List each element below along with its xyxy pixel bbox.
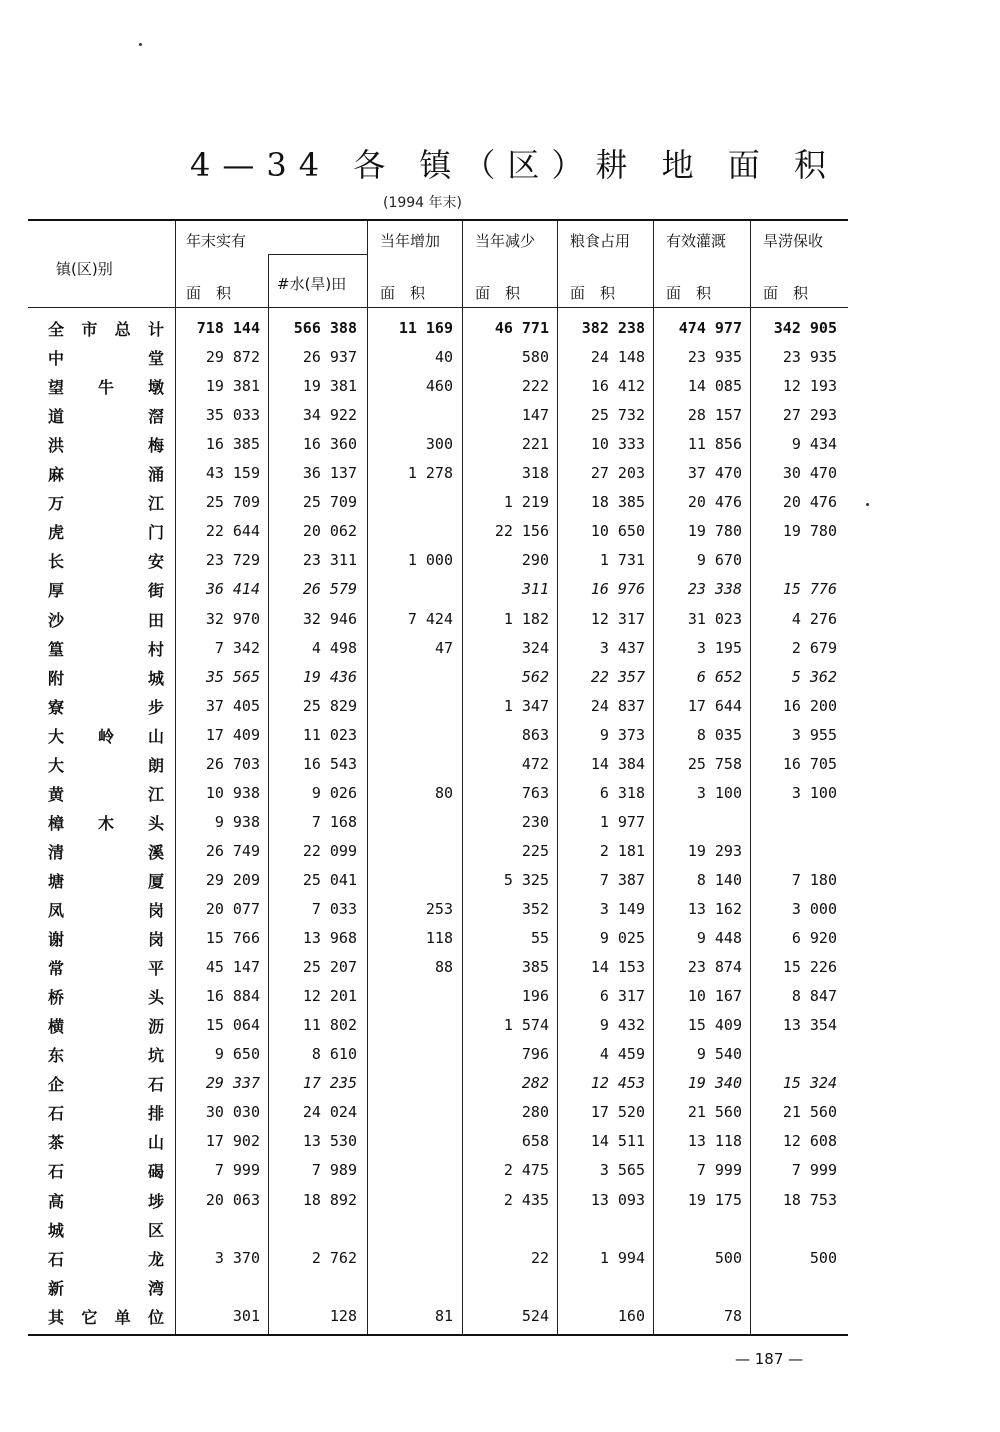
cell-effective: 23 338 — [687, 580, 742, 599]
cell-increase: 88 — [434, 958, 453, 977]
cell-decrease: 311 — [521, 580, 549, 599]
region-name: 樟木头 — [48, 813, 164, 833]
cell-drought: 20 476 — [782, 493, 837, 512]
cell-area: 25 709 — [205, 493, 260, 512]
cell-effective: 8 140 — [696, 870, 742, 889]
header-year-end: 年末实有 — [186, 232, 247, 250]
cell-drought: 12 193 — [782, 377, 837, 396]
table-top-rule — [28, 219, 848, 221]
cell-decrease: 22 156 — [494, 522, 549, 541]
cell-grain: 3 437 — [599, 638, 645, 657]
table-row — [28, 1273, 848, 1302]
region-name: 桥头 — [48, 988, 164, 1008]
cell-drought: 7 180 — [791, 870, 837, 889]
region-name: 企石 — [48, 1075, 164, 1095]
table-row — [28, 343, 848, 372]
cell-increase: 253 — [425, 900, 453, 918]
cell-grain: 13 093 — [590, 1190, 645, 1209]
cell-drought: 13 354 — [782, 1016, 837, 1035]
cell-effective: 23 874 — [687, 958, 742, 977]
cell-irrigated: 7 989 — [311, 1161, 357, 1180]
table-row — [28, 1186, 848, 1215]
cell-grain: 14 511 — [590, 1132, 645, 1151]
region-name: 虎门 — [48, 523, 164, 543]
table-row — [28, 866, 848, 895]
cell-irrigated: 8 610 — [311, 1045, 357, 1064]
cell-grain: 12 317 — [590, 609, 645, 628]
cell-area: 29 337 — [205, 1074, 260, 1093]
cell-drought: 2 679 — [791, 638, 837, 657]
table-row — [28, 982, 848, 1011]
cell-effective: 17 644 — [687, 696, 742, 715]
table-row — [28, 430, 848, 459]
cell-effective: 15 409 — [687, 1016, 742, 1035]
cell-effective: 19 780 — [687, 522, 742, 541]
cell-decrease: 352 — [521, 900, 549, 918]
cell-grain: 1 731 — [599, 551, 645, 570]
cell-area: 22 644 — [205, 522, 260, 541]
region-name: 高埗 — [48, 1191, 164, 1211]
header-increase: 当年增加 — [380, 232, 441, 250]
region-name: 谢岗 — [48, 930, 164, 950]
cell-effective: 25 758 — [687, 754, 742, 773]
cell-irrigated: 25 829 — [302, 696, 357, 715]
cell-decrease: 1 347 — [503, 696, 549, 715]
cell-grain: 24 148 — [590, 348, 645, 367]
table-row — [28, 808, 848, 837]
cell-increase: 1 000 — [407, 551, 453, 570]
cell-decrease: 580 — [521, 348, 549, 367]
header-area: 面 积 — [186, 284, 232, 302]
table-row — [28, 488, 848, 517]
cell-drought: 16 200 — [782, 696, 837, 715]
header-irrigated: #水(旱)田 — [277, 275, 347, 293]
header-area: 面 积 — [475, 284, 521, 302]
cell-area: 10 938 — [205, 783, 260, 802]
header-area: 面 积 — [763, 284, 809, 302]
cell-decrease: 796 — [521, 1045, 549, 1064]
cell-increase: 118 — [425, 929, 453, 948]
cell-decrease: 196 — [521, 987, 549, 1006]
cell-irrigated: 25 041 — [302, 870, 357, 889]
region-name: 石龙 — [48, 1249, 164, 1269]
cell-decrease: 280 — [521, 1103, 549, 1122]
page-title: 4—34 各 镇（区）耕 地 面 积 — [190, 146, 838, 184]
region-name: 望牛墩 — [48, 378, 164, 398]
scan-speck — [866, 503, 869, 506]
region-name: 洪梅 — [48, 436, 164, 456]
cell-decrease: 385 — [521, 958, 549, 977]
cell-area: 37 405 — [205, 696, 260, 715]
cell-increase: 7 424 — [407, 609, 453, 628]
cell-effective: 11 856 — [687, 435, 742, 454]
cell-drought: 500 — [809, 1248, 837, 1267]
cell-decrease: 524 — [521, 1306, 549, 1325]
cell-effective: 3 195 — [696, 638, 742, 657]
table-row — [28, 750, 848, 779]
region-name: 沙田 — [48, 610, 164, 630]
cell-grain: 6 317 — [599, 987, 645, 1006]
cell-effective: 10 167 — [687, 987, 742, 1006]
cell-decrease: 282 — [521, 1074, 549, 1093]
cell-decrease: 55 — [530, 929, 549, 948]
region-name: 新湾 — [48, 1278, 164, 1298]
cell-grain: 9 432 — [599, 1016, 645, 1035]
table-row — [28, 692, 848, 721]
cell-area: 26 703 — [205, 754, 260, 773]
cell-decrease: 562 — [521, 667, 549, 686]
cell-irrigated: 20 062 — [302, 522, 357, 541]
cell-area: 15 064 — [205, 1016, 260, 1035]
cell-irrigated: 7 168 — [311, 812, 357, 831]
cell-drought: 23 935 — [782, 348, 837, 367]
cell-area: 17 409 — [205, 725, 260, 744]
cell-drought: 30 470 — [782, 464, 837, 483]
cell-decrease: 230 — [521, 812, 549, 831]
region-name: 清溪 — [48, 842, 164, 862]
cell-area: 7 999 — [214, 1161, 260, 1180]
cell-irrigated: 4 498 — [311, 638, 357, 657]
cell-increase: 460 — [425, 377, 453, 396]
region-name: 麻涌 — [48, 465, 164, 485]
cell-irrigated: 26 579 — [302, 580, 357, 599]
cell-drought: 15 776 — [782, 580, 837, 599]
cell-irrigated: 16 360 — [302, 435, 357, 454]
cell-drought: 9 434 — [791, 435, 837, 454]
header-region: 镇(区)别 — [56, 260, 113, 278]
cell-area: 43 159 — [205, 464, 260, 483]
region-name: 全市总计 — [48, 320, 164, 339]
table-bottom-rule — [28, 1334, 848, 1336]
region-name: 常平 — [48, 959, 164, 979]
cell-grain: 22 357 — [590, 667, 645, 686]
cell-grain: 7 387 — [599, 870, 645, 889]
region-name: 石排 — [48, 1104, 164, 1124]
cell-area: 26 749 — [205, 841, 260, 860]
cell-area: 3 370 — [214, 1248, 260, 1267]
cell-area: 29 209 — [205, 870, 260, 889]
cell-effective: 21 560 — [687, 1103, 742, 1122]
cell-irrigated: 23 311 — [302, 551, 357, 570]
cell-grain: 12 453 — [590, 1074, 645, 1093]
region-name: 篁村 — [48, 639, 164, 659]
region-name: 塘厦 — [48, 871, 164, 891]
region-name: 横沥 — [48, 1017, 164, 1037]
table-row — [28, 1215, 848, 1244]
header-bottom-rule — [28, 307, 848, 308]
cell-area: 20 063 — [205, 1190, 260, 1209]
cell-decrease: 1 182 — [503, 609, 549, 628]
header-effective: 有效灌溉 — [666, 232, 727, 250]
cell-increase: 40 — [434, 348, 453, 367]
cell-effective: 78 — [723, 1306, 742, 1325]
cell-grain: 9 373 — [599, 725, 645, 744]
cell-decrease: 763 — [521, 783, 549, 802]
cell-effective: 13 118 — [687, 1132, 742, 1151]
cell-area: 19 381 — [205, 377, 260, 396]
cell-drought: 15 226 — [782, 958, 837, 977]
region-name: 大朗 — [48, 755, 164, 775]
header-drought: 旱涝保收 — [763, 232, 824, 250]
cell-irrigated: 13 530 — [302, 1132, 357, 1151]
cell-irrigated: 9 026 — [311, 783, 357, 802]
cell-irrigated: 34 922 — [302, 406, 357, 425]
cell-area: 36 414 — [205, 580, 260, 599]
cell-drought: 8 847 — [791, 987, 837, 1006]
header-mid-rule — [268, 254, 367, 255]
header-grain: 粮食占用 — [570, 232, 631, 250]
cell-irrigated: 128 — [329, 1306, 357, 1325]
cell-grain: 6 318 — [599, 783, 645, 802]
cell-effective: 19 293 — [687, 841, 742, 860]
table-row — [28, 779, 848, 808]
cell-effective: 9 540 — [696, 1045, 742, 1064]
cell-irrigated: 36 137 — [302, 464, 357, 483]
region-name: 长安 — [48, 552, 164, 572]
cell-effective: 474 977 — [678, 319, 742, 337]
region-name: 石碣 — [48, 1162, 164, 1182]
cell-increase: 300 — [425, 435, 453, 454]
scan-speck — [139, 43, 142, 46]
header-area: 面 积 — [666, 284, 712, 302]
cell-effective: 37 470 — [687, 464, 742, 483]
cell-irrigated: 19 381 — [302, 377, 357, 396]
cell-area: 35 033 — [205, 406, 260, 425]
cell-irrigated: 16 543 — [302, 754, 357, 773]
cell-effective: 6 652 — [696, 667, 742, 686]
table-row — [28, 401, 848, 430]
cell-decrease: 324 — [521, 638, 549, 657]
cell-area: 9 938 — [214, 812, 260, 831]
region-name: 万江 — [48, 494, 164, 514]
cell-irrigated: 25 207 — [302, 958, 357, 977]
table-row — [28, 517, 848, 546]
region-name: 厚街 — [48, 581, 164, 601]
cell-increase: 47 — [434, 638, 453, 657]
cell-effective: 13 162 — [687, 900, 742, 918]
cell-drought: 15 324 — [782, 1074, 837, 1093]
cell-decrease: 225 — [521, 841, 549, 860]
cell-drought: 16 705 — [782, 754, 837, 773]
cell-area: 23 729 — [205, 551, 260, 570]
cell-irrigated: 22 099 — [302, 841, 357, 860]
cell-area: 35 565 — [205, 667, 260, 686]
table-row — [28, 1069, 848, 1098]
cell-area: 15 766 — [205, 929, 260, 948]
header-area: 面 积 — [570, 284, 616, 302]
table-row — [28, 459, 848, 488]
cell-irrigated: 2 762 — [311, 1248, 357, 1267]
region-name: 黄江 — [48, 784, 164, 804]
cell-effective: 9 448 — [696, 929, 742, 948]
cell-area: 7 342 — [214, 638, 260, 657]
cell-area: 20 077 — [205, 900, 260, 918]
table-row — [28, 663, 848, 692]
cell-grain: 9 025 — [599, 929, 645, 948]
page-subtitle: (1994 年末) — [383, 195, 463, 211]
cell-effective: 23 935 — [687, 348, 742, 367]
cell-decrease: 2 435 — [503, 1190, 549, 1209]
cell-grain: 1 977 — [599, 812, 645, 831]
cell-drought: 3 100 — [791, 783, 837, 802]
cell-drought: 18 753 — [782, 1190, 837, 1209]
cell-drought: 19 780 — [782, 522, 837, 541]
region-name: 大岭山 — [48, 726, 164, 746]
cell-drought: 3 000 — [791, 900, 837, 918]
cell-irrigated: 17 235 — [302, 1074, 357, 1093]
cell-drought: 342 905 — [773, 319, 837, 337]
cell-area: 30 030 — [205, 1103, 260, 1122]
cell-decrease: 2 475 — [503, 1161, 549, 1180]
cell-drought: 27 293 — [782, 406, 837, 425]
region-name: 茶山 — [48, 1133, 164, 1153]
table-row — [28, 546, 848, 575]
cell-decrease: 222 — [521, 377, 549, 396]
table-row — [28, 1302, 848, 1331]
header-decrease: 当年减少 — [475, 232, 536, 250]
cell-decrease: 221 — [521, 435, 549, 454]
region-name: 凤岗 — [48, 901, 164, 920]
table-row — [28, 953, 848, 982]
cell-grain: 17 520 — [590, 1103, 645, 1122]
cell-irrigated: 32 946 — [302, 609, 357, 628]
cell-decrease: 863 — [521, 725, 549, 744]
cell-irrigated: 12 201 — [302, 987, 357, 1006]
table-row — [28, 372, 848, 401]
table-row — [28, 1244, 848, 1273]
cell-effective: 19 340 — [687, 1074, 742, 1093]
cell-grain: 160 — [617, 1306, 645, 1325]
region-name: 其它单位 — [48, 1307, 164, 1327]
cell-area: 16 884 — [205, 987, 260, 1006]
cell-irrigated: 18 892 — [302, 1190, 357, 1209]
cell-effective: 8 035 — [696, 725, 742, 744]
cell-drought: 21 560 — [782, 1103, 837, 1122]
cell-area: 718 144 — [196, 319, 260, 337]
cell-decrease: 318 — [521, 464, 549, 483]
cell-decrease: 1 574 — [503, 1016, 549, 1035]
cell-drought: 5 362 — [791, 667, 837, 686]
cell-effective: 14 085 — [687, 377, 742, 396]
cell-irrigated: 26 937 — [302, 348, 357, 367]
cell-area: 9 650 — [214, 1045, 260, 1064]
table-row — [28, 634, 848, 663]
cell-decrease: 658 — [521, 1132, 549, 1151]
cell-grain: 10 333 — [590, 435, 645, 454]
table-row — [28, 605, 848, 634]
cell-irrigated: 11 802 — [302, 1016, 357, 1035]
cell-decrease: 22 — [530, 1248, 549, 1267]
cell-decrease: 147 — [521, 406, 549, 425]
cell-grain: 24 837 — [590, 696, 645, 715]
cell-drought: 7 999 — [791, 1161, 837, 1180]
table-row — [28, 575, 848, 604]
table-row — [28, 1156, 848, 1185]
table-row — [28, 1011, 848, 1040]
cell-area: 16 385 — [205, 435, 260, 454]
cell-increase: 1 278 — [407, 464, 453, 483]
cell-grain: 3 565 — [599, 1161, 645, 1180]
cell-area: 32 970 — [205, 609, 260, 628]
cell-irrigated: 7 033 — [311, 900, 357, 918]
cell-drought: 4 276 — [791, 609, 837, 628]
cell-grain: 16 412 — [590, 377, 645, 396]
table-row — [28, 895, 848, 924]
cell-grain: 3 149 — [599, 900, 645, 918]
cell-area: 301 — [232, 1306, 260, 1325]
cell-irrigated: 13 968 — [302, 929, 357, 948]
cell-decrease: 46 771 — [494, 319, 549, 337]
cell-drought: 12 608 — [782, 1132, 837, 1151]
cell-effective: 28 157 — [687, 406, 742, 425]
region-name: 中堂 — [48, 349, 164, 369]
cell-increase: 81 — [434, 1306, 453, 1325]
region-name: 附城 — [48, 668, 164, 688]
cell-decrease: 1 219 — [503, 493, 549, 512]
cell-increase: 11 169 — [398, 319, 453, 337]
region-name: 东坑 — [48, 1046, 164, 1066]
cell-grain: 16 976 — [590, 580, 645, 599]
cell-effective: 500 — [714, 1248, 742, 1267]
table-row — [28, 1098, 848, 1127]
table-row — [28, 721, 848, 750]
region-name: 城区 — [48, 1220, 164, 1240]
cell-irrigated: 25 709 — [302, 493, 357, 512]
cell-irrigated: 19 436 — [302, 667, 357, 686]
cell-grain: 1 994 — [599, 1248, 645, 1267]
cell-grain: 2 181 — [599, 841, 645, 860]
cell-decrease: 290 — [521, 551, 549, 570]
cell-effective: 7 999 — [696, 1161, 742, 1180]
cell-drought: 3 955 — [791, 725, 837, 744]
header-area: 面 积 — [380, 284, 426, 302]
cell-decrease: 5 325 — [503, 870, 549, 889]
table-row-total — [28, 314, 848, 343]
cell-area: 29 872 — [205, 348, 260, 367]
table-row — [28, 1040, 848, 1069]
cell-grain: 14 384 — [590, 754, 645, 773]
table-row — [28, 837, 848, 866]
cell-area: 45 147 — [205, 958, 260, 977]
cell-grain: 382 238 — [581, 319, 645, 337]
cell-irrigated: 11 023 — [302, 725, 357, 744]
cell-area: 17 902 — [205, 1132, 260, 1151]
cell-increase: 80 — [434, 783, 453, 802]
cell-effective: 3 100 — [696, 783, 742, 802]
cell-grain: 27 203 — [590, 464, 645, 483]
region-name: 寮步 — [48, 697, 164, 717]
cell-effective: 19 175 — [687, 1190, 742, 1209]
page-number: — 187 — — [735, 1350, 804, 1368]
cell-grain: 18 385 — [590, 493, 645, 512]
region-name: 道滘 — [48, 407, 164, 427]
table-row — [28, 924, 848, 953]
cell-grain: 10 650 — [590, 522, 645, 541]
cell-grain: 25 732 — [590, 406, 645, 425]
cell-effective: 20 476 — [687, 493, 742, 512]
cell-grain: 14 153 — [590, 958, 645, 977]
cell-grain: 4 459 — [599, 1045, 645, 1064]
cell-irrigated: 24 024 — [302, 1103, 357, 1122]
cell-drought: 6 920 — [791, 929, 837, 948]
cell-decrease: 472 — [521, 754, 549, 773]
table-row — [28, 1127, 848, 1156]
cell-effective: 9 670 — [696, 551, 742, 570]
cell-irrigated: 566 388 — [293, 319, 357, 337]
cell-effective: 31 023 — [687, 609, 742, 628]
